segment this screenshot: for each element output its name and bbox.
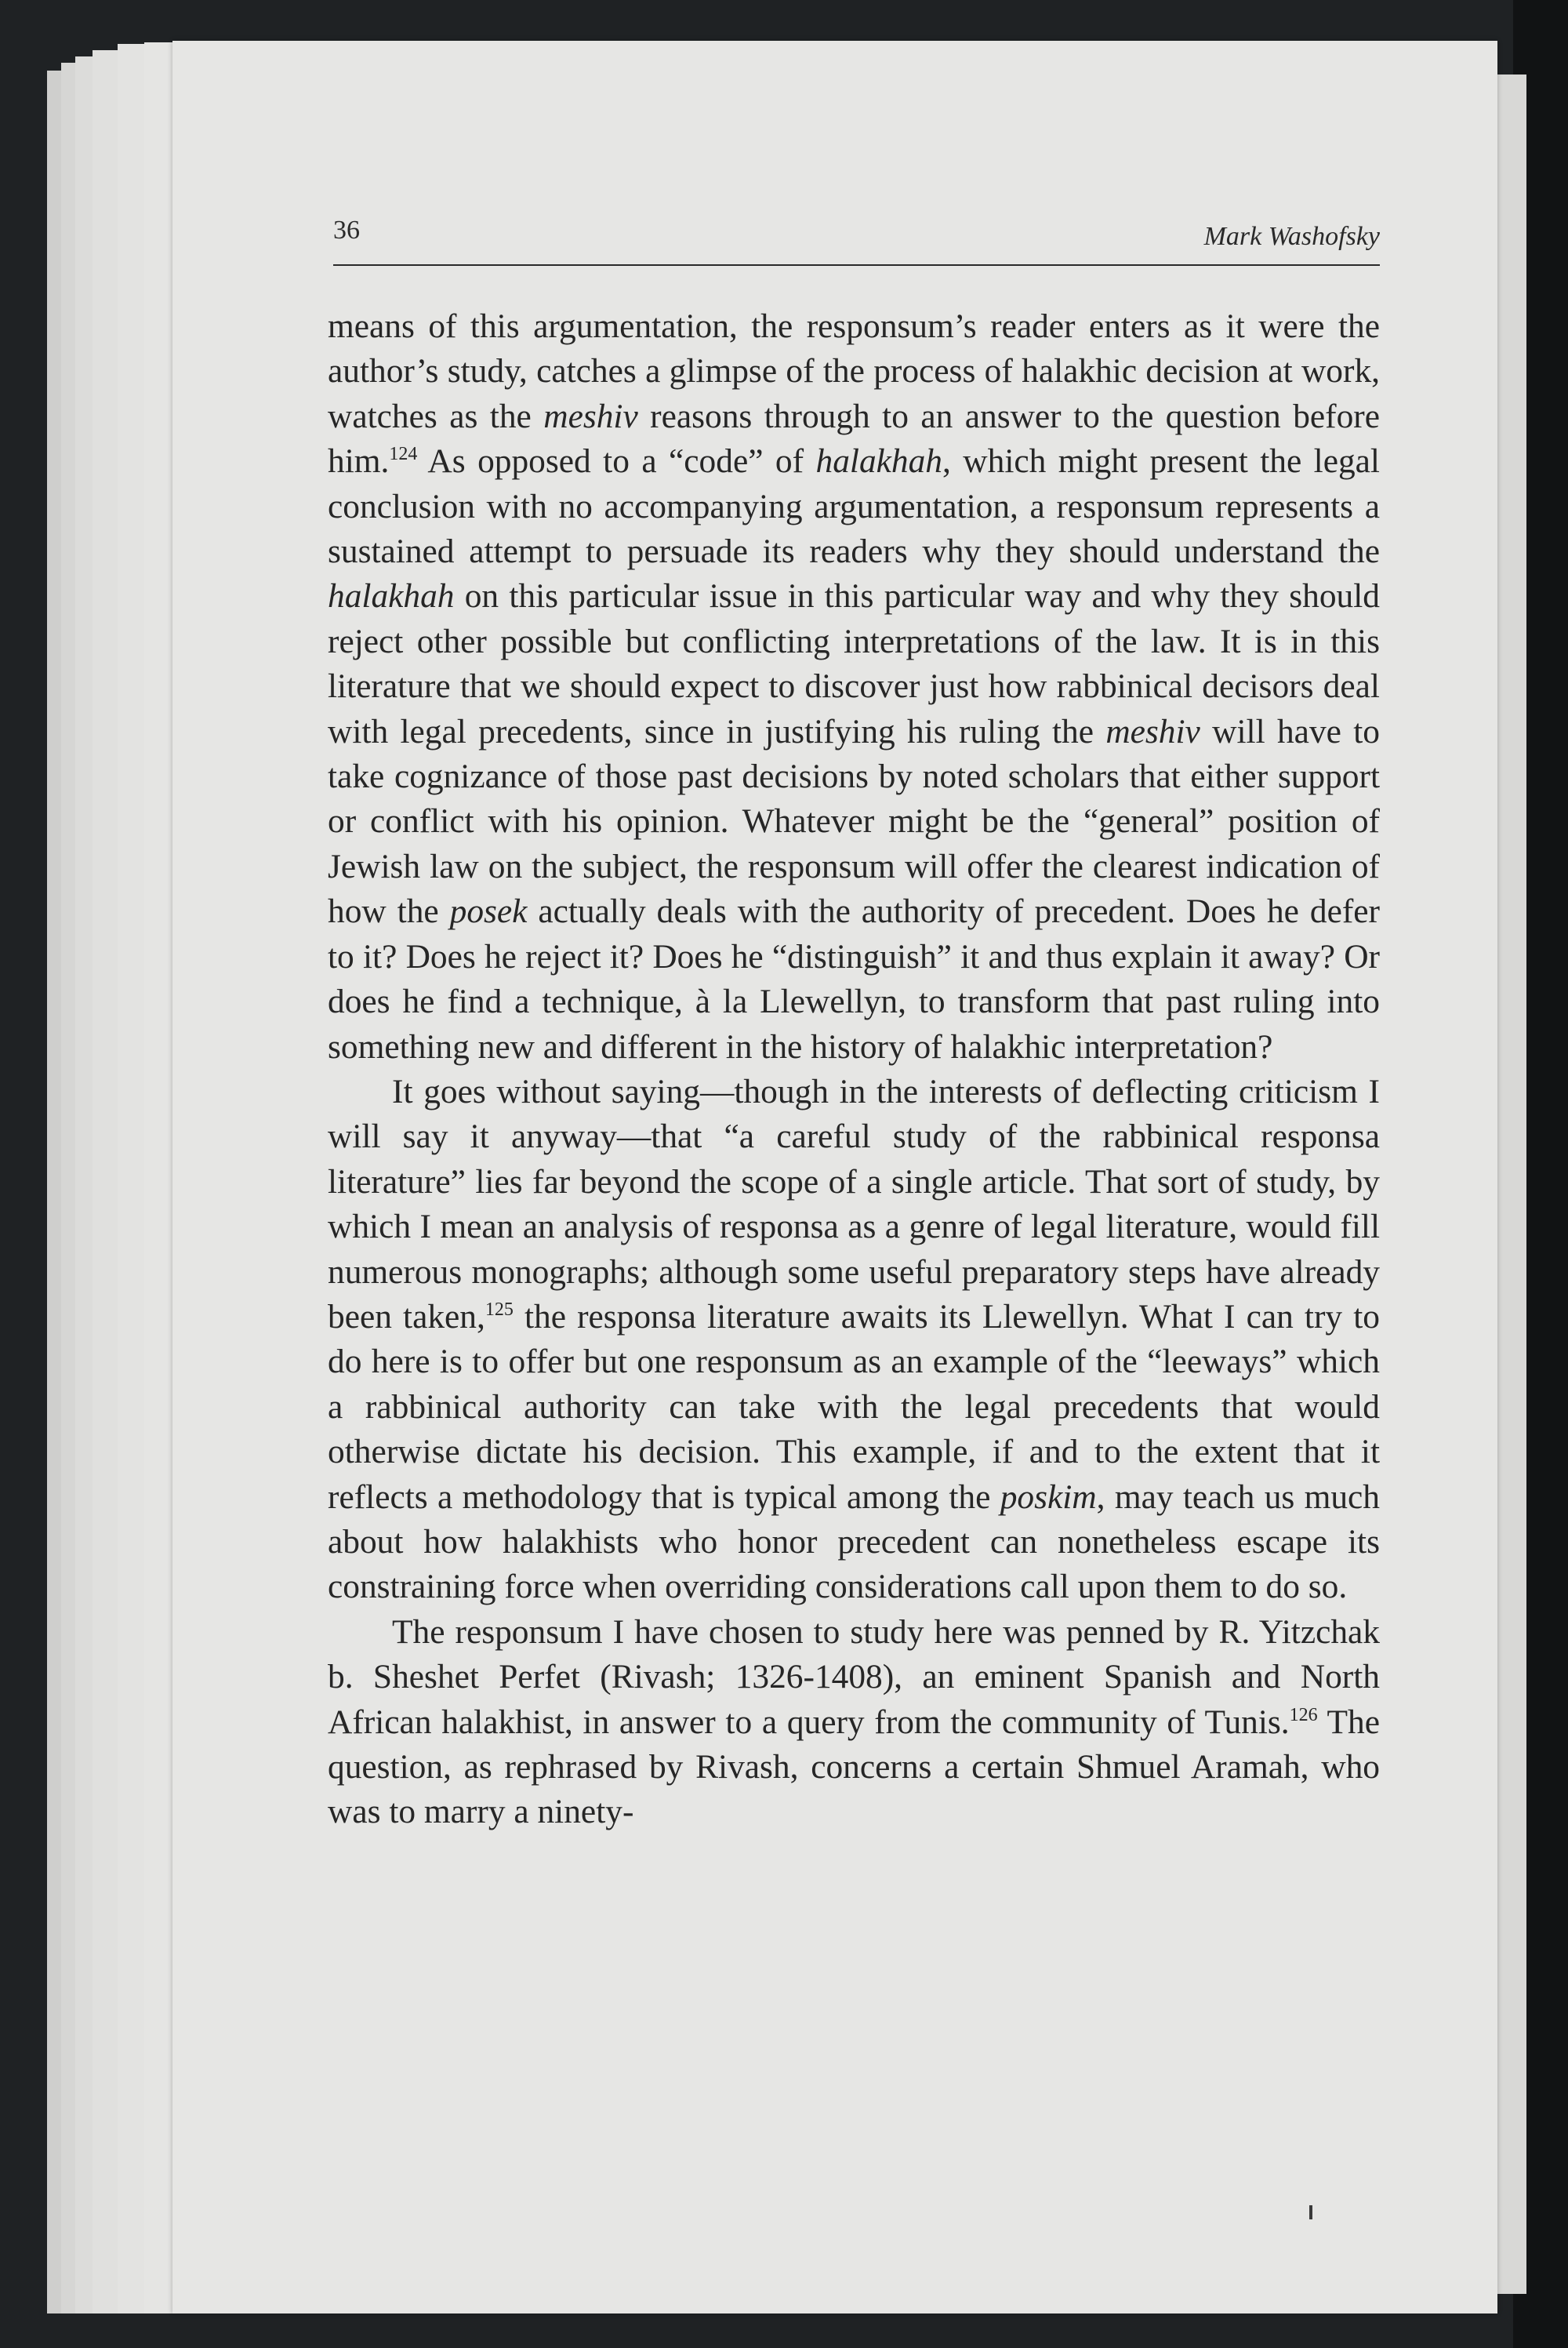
text-run: reasons through to an answer to the question before him. [328, 397, 1380, 481]
paragraph [328, 304, 1380, 1070]
footnote-ref: 125 [485, 1299, 514, 1320]
print-mark [1309, 2205, 1312, 2219]
running-head: Mark Washofsky [1203, 222, 1380, 251]
italic-term: poskim [1000, 1477, 1097, 1516]
text-run: on this particular issue in this particular way and why they should reject other possible but conflicting interpretations of the law. It is in this literature that we should expect to discover just how rabbinical decisors deal with legal precedents, since in justifying his ruling the [328, 577, 1380, 751]
page-header [333, 216, 1380, 266]
text-run: will have to take cognizance of those past decisions by noted scholars that either support or conflict with his opinion. Whatever might be the “general” position of Jewish law on the subject, the responsum will offer the clearest indication of how the [328, 712, 1380, 931]
italic-term: halakhah [328, 577, 455, 616]
next-page-edge [1494, 75, 1526, 2294]
italic-term: halakhah [815, 442, 942, 481]
paragraph [328, 1070, 1380, 1610]
body-text [328, 304, 1380, 1835]
text-run: It goes without saying—though in the interests of deflecting criticism I will say it anyway—that “a careful study of the rabbinical responsa literature” lies far beyond the scope of a single article. That sort of study, by which I mean an analysis of responsa as a genre of legal literature, would fill numerous monographs; although some useful preparatory steps have already been taken, [328, 1072, 1380, 1336]
text-run: actually deals with the authority of precedent. Does he defer to it? Does he reject it? Does he “distinguish” it and thus explain it away? Or does he find a technique, à la Llewellyn, to transform that past ruling into something new and different in the history of halakhic interpretation? [328, 892, 1380, 1066]
text-run: means of this argumentation, the responsum’s reader enters as it were the author’s study, catches a glimpse of the process of halakhic decision at work, watches as the [328, 307, 1380, 435]
italic-term: meshiv [1105, 712, 1200, 751]
text-run: As opposed to a “code” of [417, 442, 816, 481]
italic-term: posek [449, 892, 528, 931]
footnote-ref: 124 [389, 444, 418, 465]
text-run: the responsa literature awaits its Llewellyn. What I can try to do here is to offer but one responsum as an example of the “leeways” which a rabbinical authority can take with the legal precedents that would otherwise dictate his decision. This example, if and to the extent that it reflects a methodology that is typical among the [328, 1297, 1380, 1516]
text-run: , which might present the legal conclusion with no accompanying argumentation, a responsum represents a sustained attempt to persuade its readers why they should understand the [328, 442, 1380, 571]
paragraph [328, 1610, 1380, 1835]
text-run: The question, as rephrased by Rivash, concerns a certain Shmuel Aramah, who was to marry a ninety- [328, 1703, 1380, 1831]
text-run: , may teach us much about how halakhists who honor precedent can nonetheless escape its constraining force when overriding considerations call upon them to do so. [328, 1477, 1380, 1606]
italic-term: meshiv [543, 397, 638, 435]
text-run: The responsum I have chosen to study here was penned by R. Yitzchak b. Sheshet Perfet (Rivash; 1326-1408), an eminent Spanish and North African halakhist, in answer to a query from the community of Tunis. [328, 1612, 1380, 1741]
page-number: 36 [333, 216, 360, 245]
footnote-ref: 126 [1289, 1704, 1318, 1725]
